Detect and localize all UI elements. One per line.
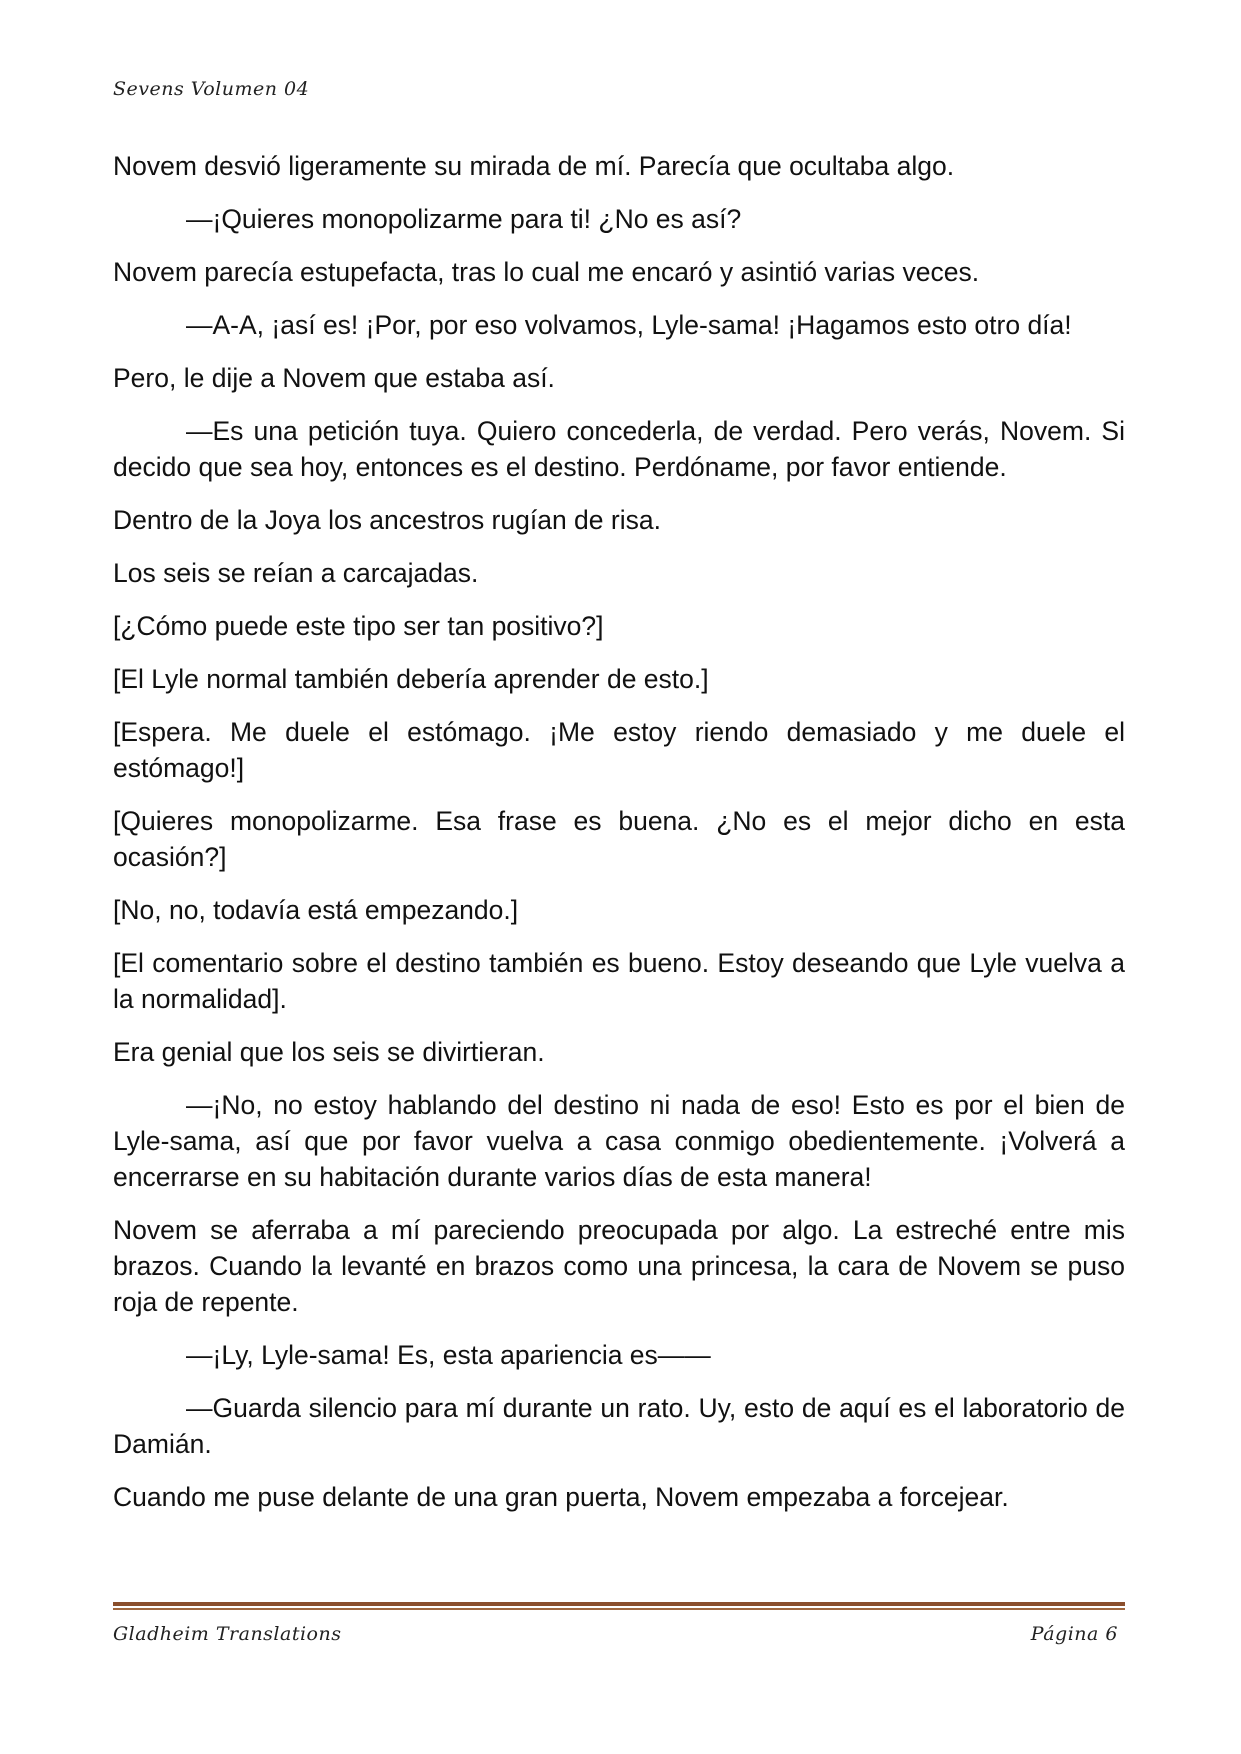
footer-publisher: Gladheim Translations [113,1623,342,1645]
dialogue-paragraph: —¡Quieres monopolizarme para ti! ¿No es así? [186,204,742,234]
dialogue-paragraph: —Guarda silencio para mí durante un rato. Uy, esto de aquí es el laboratorio de Damián. [113,1393,1125,1459]
paragraph: Novem parecía estupefacta, tras lo cual me encaró y asintió varias veces. [113,257,980,287]
running-header: Sevens Volumen 04 [113,78,310,100]
body-text [113,148,1125,1532]
dialogue-paragraph: —Es una petición tuya. Quiero concederla, de verdad. Pero verás, Novem. Si decido que sea hoy, entonces es el destino. Perdóname, por favor entiende. [113,416,1125,482]
ancestor-dialogue: [El Lyle normal también debería aprender de esto.] [113,664,709,694]
ancestor-dialogue: [Espera. Me duele el estómago. ¡Me estoy riendo demasiado y me duele el estómago!] [113,717,1125,783]
page-number: Página 6 [1030,1623,1118,1645]
paragraph: Dentro de la Joya los ancestros rugían de risa. [113,505,661,535]
paragraph: Novem desvió ligeramente su mirada de mí. Parecía que ocultaba algo. [113,151,955,181]
dialogue-paragraph: —¡Ly, Lyle-sama! Es, esta apariencia es—— [186,1340,711,1370]
footer-divider [113,1602,1125,1610]
dialogue-paragraph: —A-A, ¡así es! ¡Por, por eso volvamos, Lyle-sama! ¡Hagamos esto otro día! [186,310,1072,340]
ancestor-dialogue: [No, no, todavía está empezando.] [113,895,519,925]
ancestor-dialogue: [¿Cómo puede este tipo ser tan positivo?] [113,611,604,641]
dialogue-paragraph: —¡No, no estoy hablando del destino ni nada de eso! Esto es por el bien de Lyle-sama, así que por favor vuelva a casa conmigo obedientemente. ¡Volverá a encerrarse en su habitación durante varios días de esta manera! [113,1090,1125,1192]
paragraph: Cuando me puse delante de una gran puerta, Novem empezaba a forcejear. [113,1482,1009,1512]
ancestor-dialogue: [Quieres monopolizarme. Esa frase es buena. ¿No es el mejor dicho en esta ocasión?] [113,806,1125,872]
paragraph: Era genial que los seis se divirtieran. [113,1037,545,1067]
paragraph: Los seis se reían a carcajadas. [113,558,479,588]
paragraph: Pero, le dije a Novem que estaba así. [113,363,555,393]
paragraph: Novem se aferraba a mí pareciendo preocupada por algo. La estreché entre mis brazos. Cuando la levanté en brazos como una princesa, la cara de Novem se puso roja de repente. [113,1215,1125,1317]
ancestor-dialogue: [El comentario sobre el destino también es bueno. Estoy deseando que Lyle vuelva a la normalidad]. [113,948,1125,1014]
